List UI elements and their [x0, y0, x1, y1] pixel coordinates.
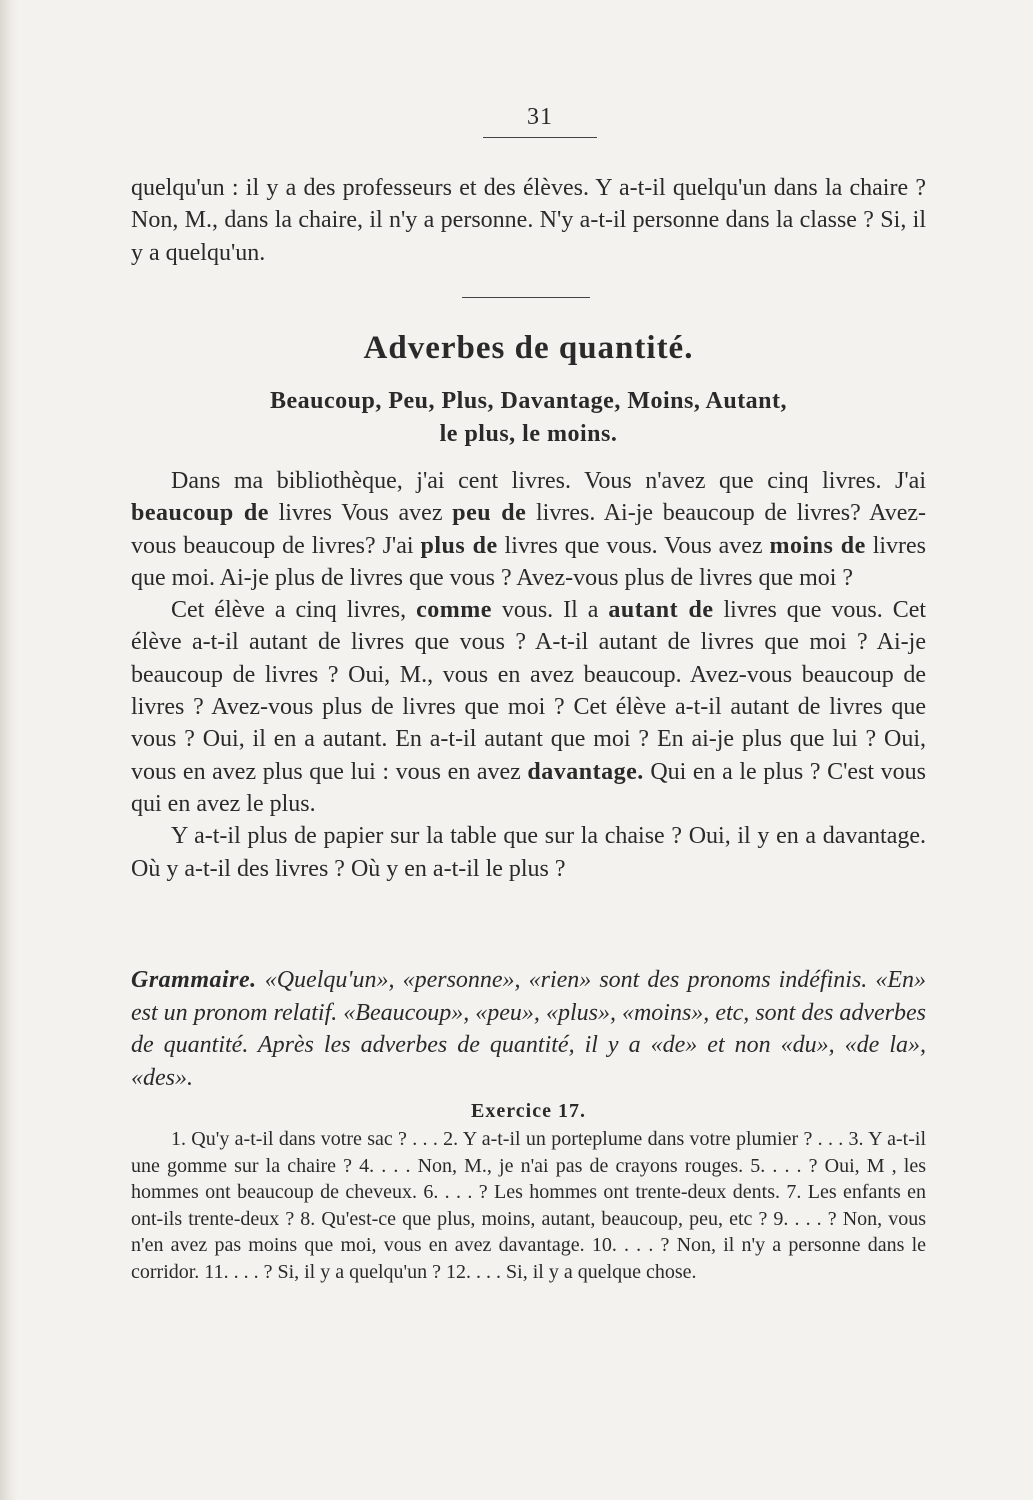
page-number: 31 [527, 104, 553, 130]
paragraph-2 [131, 594, 926, 820]
section-subtitle-line-1: Beaucoup, Peu, Plus, Davantage, Moins, Autant, [269, 388, 788, 414]
page-edge [0, 0, 18, 1500]
emphasis-term: moins de [769, 532, 866, 559]
exercise-title: Exercice 17. [471, 1100, 586, 1122]
text-run: Dans ma bibliothèque, j'ai cent livres. Vous n'avez que cinq livres. J'ai [171, 468, 926, 494]
lesson-body [131, 465, 926, 885]
text-run: livres. Ai-je beaucoup de livres? Avez-vous beaucoup de livres? J'ai [131, 500, 927, 559]
text-run: livres que vous. Cet élève a-t-il autant de livres que vous ? A-t-il autant de livres que moi ? Ai-je beaucoup de livres ? Oui, M., vous en avez beaucoup. Avez-vous beaucoup de livres ? Avez-vous plus de livres que moi ? Cet élève a-t-il autant de livres que vous ? Oui, il en a autant. En a-t-il autant que moi ? En ai-je plus que lui ? Oui, vous en avez plus que lui : vous en avez [131, 597, 927, 785]
text-run: Cet élève a cinq livres, [171, 597, 417, 624]
section-subtitle [131, 385, 926, 451]
paragraph-3: Y a-t-il plus de papier sur la table que sur la chaise ? Oui, il y en a davantage. Où y a-t-il des livres ? Où y en a-t-il le plus ? [131, 823, 926, 882]
text-run: livres Vous avez [268, 500, 453, 527]
emphasis-term: comme [416, 597, 492, 624]
text-run: vous. Il a [491, 597, 609, 624]
paragraph-1 [131, 465, 926, 594]
text-run: livres que moi. Ai-je plus de livres que vous ? Avez-vous plus de livres que moi ? [131, 532, 927, 591]
exercise-text: 1. Qu'y a-t-il dans votre sac ? . . . 2. Y a-t-il un porteplume dans votre plumier ? . . . 3. Y a-t-il une gomme sur la chaire ? 4. . . . Non, M., je n'ai pas de crayons rouges. 5. . . . ? Oui, M , les hommes ont beaucoup de cheveux. 6. . . . ? Les hommes ont trente-deux dents. 7. Les enfants en ont-ils trente-deux ? 8. Qu'est-ce que plus, moins, autant, beaucoup, peu, etc ? 9. . . . ? Non, vous n'en avez pas moins que moi, vous en avez davantage. 10. . . . ? Non, il n'y a personne dans le corridor. 11. . . . ? Si, il y a quelqu'un ? 12. . . . Si, il y a quelque chose. [131, 1128, 926, 1283]
intro-paragraph: quelqu'un : il y a des professeurs et des élèves. Y a-t-il quelqu'un dans la chaire ? Non, M., dans la chaire, il n'y a personne. N'y a-t-il personne dans la classe ? Si, il y a quelqu'un. [131, 175, 926, 266]
section-subtitle-line-2: le plus, le moins. [439, 421, 618, 447]
section-title: Adverbes de quantité. [363, 330, 694, 366]
section-divider [462, 297, 590, 298]
emphasis-term: autant de [608, 597, 714, 624]
text-run: livres que vous. Vous avez [497, 532, 770, 559]
grammar-label: Grammaire. [131, 967, 257, 993]
exercise-body [131, 1126, 926, 1285]
grammar-text: «Quelqu'un», «personne», «rien» sont des pronoms indéfinis. «En» est un pronom relatif. «Beaucoup», «peu», «plus», «moins», etc, sont des adverbes de quantité. Après les adverbes de quantité, il y a «de» et non «du», «de la», «des». [131, 967, 926, 1091]
emphasis-term: beaucoup de [131, 500, 269, 527]
emphasis-term: peu de [452, 500, 527, 527]
text-run: Qui en a le plus ? C'est vous qui en avez le plus. [131, 758, 927, 817]
emphasis-term: davantage. [527, 758, 644, 785]
top-divider [483, 137, 597, 138]
grammar-note [131, 964, 926, 1094]
emphasis-term: plus de [420, 532, 498, 559]
